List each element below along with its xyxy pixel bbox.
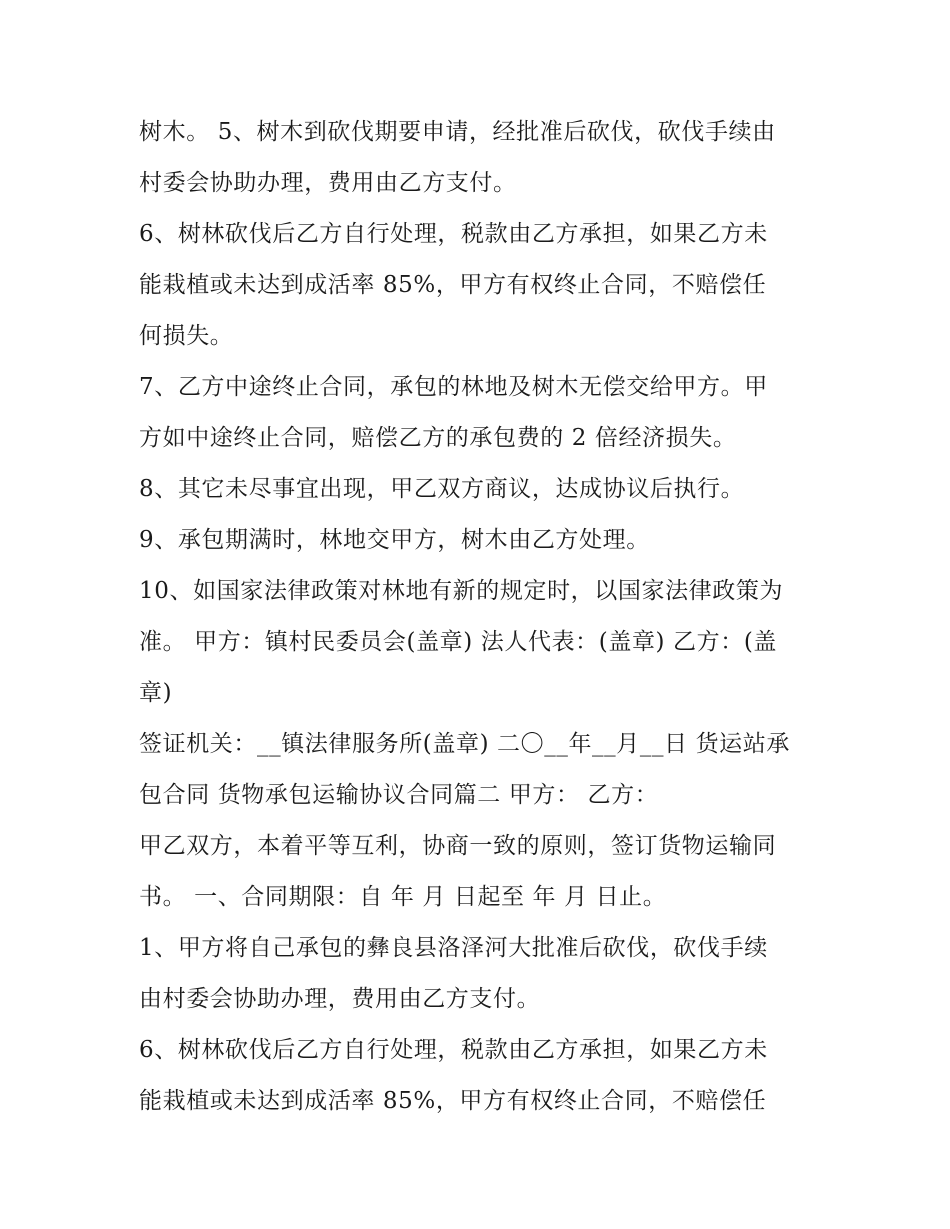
text-line: 能栽植或未达到成活率 85%，甲方有权终止合同，不赔偿任 (139, 1088, 767, 1114)
document-body (139, 107, 819, 1127)
text-line: 方如中途终止合同，赔偿乙方的承包费的 2 倍经济损失。 (139, 425, 737, 451)
text-line: 章) (139, 680, 173, 706)
text-line: 由村委会协助办理，费用由乙方支付。 (139, 986, 541, 1012)
text-line: 10、如国家法律政策对林地有新的规定时，以国家法律政策为 (139, 578, 784, 604)
text-line: 准。 甲方：镇村民委员会(盖章) 法人代表：(盖章) 乙方：(盖 (139, 629, 777, 655)
text-line: 包合同 货物承包运输协议合同篇二 甲方： 乙方： (139, 782, 659, 808)
text-line: 树木。 5、树木到砍伐期要申请，经批准后砍伐，砍伐手续由 (139, 119, 776, 145)
text-line: 签证机关：__镇法律服务所(盖章) 二〇__年__月__日 货运站承 (139, 731, 790, 757)
text-line: 7、乙方中途终止合同，承包的林地及树木无偿交给甲方。甲 (139, 374, 768, 400)
text-line: 何损失。 (139, 323, 234, 349)
text-line: 书。 一、合同期限：自 年 月 日起至 年 月 日止。 (139, 884, 667, 910)
text-line: 村委会协助办理，费用由乙方支付。 (139, 170, 517, 196)
text-line: 能栽植或未达到成活率 85%，甲方有权终止合同，不赔偿任 (139, 272, 767, 298)
text-line: 1、甲方将自己承包的彝良县洛泽河大批准后砍伐，砍伐手续 (139, 935, 768, 961)
text-line: 8、其它未尽事宜出现，甲乙双方商议，达成协议后执行。 (139, 476, 745, 502)
text-line: 9、承包期满时，林地交甲方，树木由乙方处理。 (139, 527, 650, 553)
text-line: 6、树林砍伐后乙方自行处理，税款由乙方承担，如果乙方未 (139, 1037, 768, 1063)
text-line: 6、树林砍伐后乙方自行处理，税款由乙方承担，如果乙方未 (139, 221, 768, 247)
text-line: 甲乙双方，本着平等互利，协商一致的原则，签订货物运输同 (139, 833, 777, 859)
